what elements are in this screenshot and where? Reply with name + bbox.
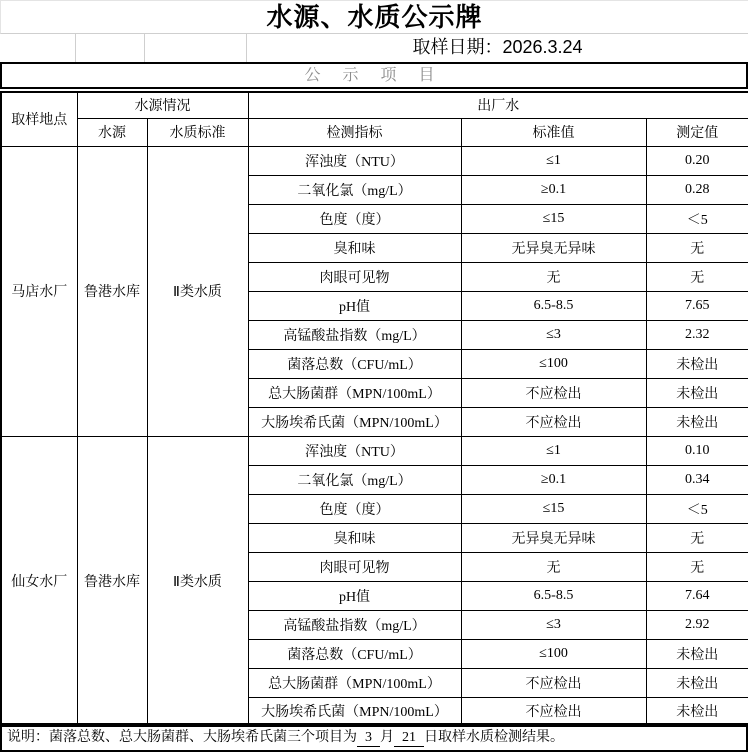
measured-value-cell: 无 (646, 523, 748, 552)
indicator-cell: 总大肠菌群（MPN/100mL） (248, 668, 461, 697)
measured-value-cell: 0.20 (646, 146, 748, 175)
footnote-prefix: 说明：菌落总数、总大肠菌群、大肠埃希氏菌三个项目为 (7, 730, 357, 745)
standard-value-cell: ≥0.1 (461, 465, 646, 494)
location-cell: 马店水厂 (1, 146, 77, 436)
col-header-sampling-location: 取样地点 (1, 92, 77, 146)
indicator-cell: 浑浊度（NTU） (248, 436, 461, 465)
section-banner-text: 公 示 项 目 (304, 67, 444, 84)
standard-value-cell: ≤3 (461, 610, 646, 639)
header-row-1 (1, 92, 748, 118)
indicator-cell: 肉眼可见物 (248, 262, 461, 291)
footnote-month-value: 3 (357, 729, 380, 747)
measured-value-cell: 未检出 (646, 668, 748, 697)
col-header-measured-value: 测定值 (646, 118, 748, 146)
header-row-2 (1, 118, 748, 146)
standard-value-cell: 无 (461, 552, 646, 581)
col-header-source: 水源 (77, 118, 147, 146)
table-row (1, 436, 748, 465)
measured-value-cell: 2.92 (646, 610, 748, 639)
measured-value-cell: 未检出 (646, 697, 748, 726)
standard-value-cell: ≤15 (461, 204, 646, 233)
indicator-cell: 高锰酸盐指数（mg/L） (248, 320, 461, 349)
location-cell: 仙女水厂 (1, 436, 77, 726)
water-quality-table (0, 91, 748, 727)
standard-value-cell: ≤3 (461, 320, 646, 349)
measured-value-cell: 7.64 (646, 581, 748, 610)
standard-value-cell: ≤1 (461, 436, 646, 465)
footnote-day-value: 21 (394, 729, 424, 747)
indicator-cell: 浑浊度（NTU） (248, 146, 461, 175)
indicator-cell: 菌落总数（CFU/mL） (248, 349, 461, 378)
standard-value-cell: ≤100 (461, 639, 646, 668)
indicator-cell: 二氧化氯（mg/L） (248, 465, 461, 494)
date-row-empty-cell (145, 34, 247, 62)
footnote (0, 723, 748, 752)
sample-date-cell (247, 34, 748, 62)
indicator-cell: 色度（度） (248, 494, 461, 523)
standard-value-cell: 不应检出 (461, 378, 646, 407)
standard-value-cell: ≥0.1 (461, 175, 646, 204)
page-title: 水源、水质公示牌 (266, 3, 483, 32)
col-header-source-condition: 水源情况 (77, 92, 248, 118)
measured-value-cell: 未检出 (646, 407, 748, 436)
source-cell: 鲁港水库 (77, 436, 147, 726)
sample-date-text: 取样日期：2026.3.24 (412, 37, 583, 57)
measured-value-cell: ＜5 (646, 204, 748, 233)
indicator-cell: 总大肠菌群（MPN/100mL） (248, 378, 461, 407)
measured-value-cell: 未检出 (646, 349, 748, 378)
indicator-cell: 高锰酸盐指数（mg/L） (248, 610, 461, 639)
indicator-cell: 肉眼可见物 (248, 552, 461, 581)
indicator-cell: 菌落总数（CFU/mL） (248, 639, 461, 668)
standard-value-cell: 6.5-8.5 (461, 581, 646, 610)
indicator-cell: 大肠埃希氏菌（MPN/100mL） (248, 407, 461, 436)
measured-value-cell: 无 (646, 262, 748, 291)
measured-value-cell: 2.32 (646, 320, 748, 349)
table-row (1, 146, 748, 175)
footnote-suffix: 日取样水质检测结果。 (424, 730, 564, 745)
measured-value-cell: 未检出 (646, 378, 748, 407)
standard-value-cell: 无 (461, 262, 646, 291)
measured-value-cell: 7.65 (646, 291, 748, 320)
standard-value-cell: 不应检出 (461, 668, 646, 697)
indicator-cell: pH值 (248, 291, 461, 320)
standard-value-cell: 不应检出 (461, 697, 646, 726)
indicator-cell: 二氧化氯（mg/L） (248, 175, 461, 204)
indicator-cell: 大肠埃希氏菌（MPN/100mL） (248, 697, 461, 726)
section-banner (0, 62, 748, 89)
standard-value-cell: ≤15 (461, 494, 646, 523)
standard-value-cell: 6.5-8.5 (461, 291, 646, 320)
footnote-month-label: 月 (380, 730, 394, 745)
standard-value-cell: ≤100 (461, 349, 646, 378)
col-header-finished-water: 出厂水 (248, 92, 748, 118)
col-header-standard-value: 标准值 (461, 118, 646, 146)
measured-value-cell: 未检出 (646, 639, 748, 668)
date-row-empty-cell (0, 34, 76, 62)
standard-value-cell: 无异臭无异味 (461, 523, 646, 552)
title-row (0, 0, 748, 34)
measured-value-cell: 0.10 (646, 436, 748, 465)
measured-value-cell: 无 (646, 552, 748, 581)
measured-value-cell: 0.34 (646, 465, 748, 494)
col-header-quality-standard: 水质标准 (147, 118, 248, 146)
table-body (1, 146, 748, 726)
standard-value-cell: 无异臭无异味 (461, 233, 646, 262)
date-row (0, 34, 748, 62)
standard-value-cell: ≤1 (461, 146, 646, 175)
indicator-cell: pH值 (248, 581, 461, 610)
table-header (1, 92, 748, 146)
standard-cell: Ⅱ类水质 (147, 436, 248, 726)
indicator-cell: 臭和味 (248, 523, 461, 552)
source-cell: 鲁港水库 (77, 146, 147, 436)
indicator-cell: 臭和味 (248, 233, 461, 262)
measured-value-cell: 无 (646, 233, 748, 262)
measured-value-cell: ＜5 (646, 494, 748, 523)
date-row-empty-cell (76, 34, 145, 62)
standard-value-cell: 不应检出 (461, 407, 646, 436)
measured-value-cell: 0.28 (646, 175, 748, 204)
indicator-cell: 色度（度） (248, 204, 461, 233)
standard-cell: Ⅱ类水质 (147, 146, 248, 436)
col-header-indicator: 检测指标 (248, 118, 461, 146)
